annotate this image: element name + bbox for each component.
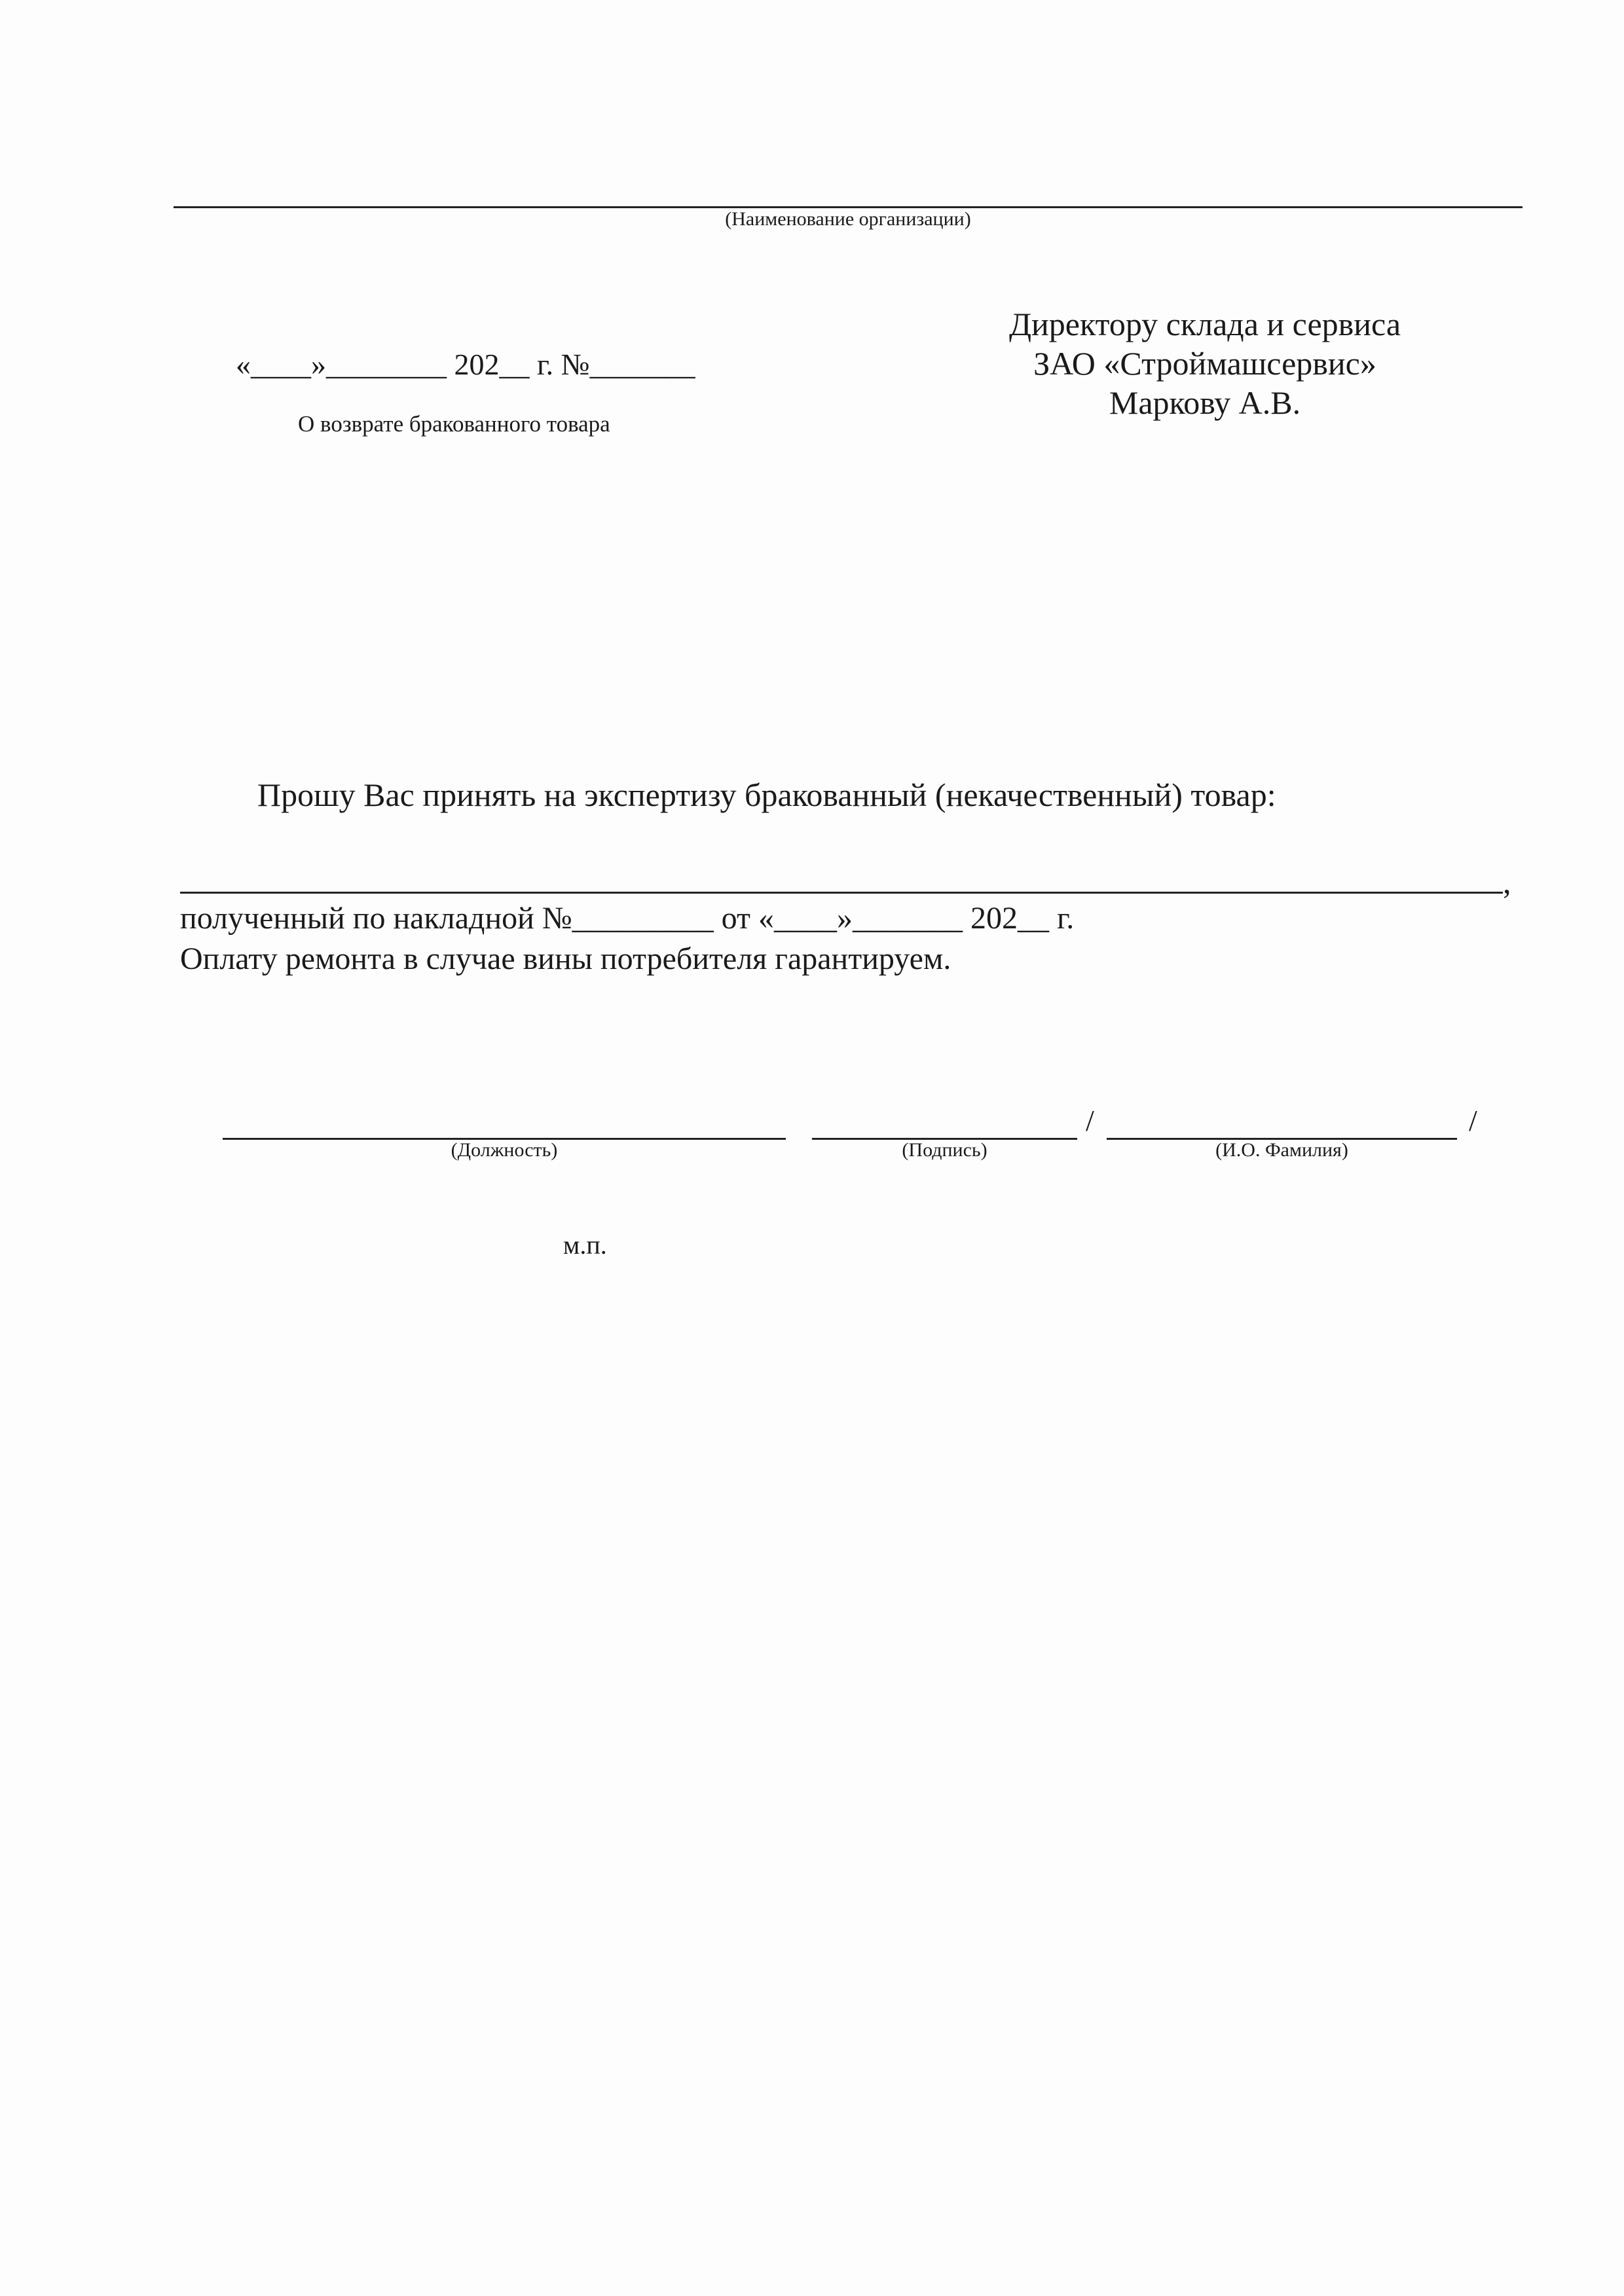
- stamp-placeholder: м.п.: [563, 1230, 607, 1260]
- addressee-name: Маркову А.В.: [1109, 384, 1301, 421]
- slash-separator: /: [1086, 1104, 1094, 1137]
- addressee-position: Директору склада и сервиса: [1008, 306, 1401, 342]
- position-caption: (Должность): [451, 1139, 558, 1161]
- addressee-company: ЗАО «Строймашсервис»: [1033, 345, 1376, 382]
- organization-caption: (Наименование организации): [725, 208, 971, 230]
- signature-caption: (Подпись): [902, 1139, 987, 1161]
- letter-subject: О возврате бракованного товара: [298, 411, 610, 437]
- slash-separator: /: [1469, 1104, 1477, 1137]
- goods-line-comma: ,: [1503, 864, 1511, 900]
- addressee-block: [956, 304, 1454, 422]
- payment-guarantee: Оплату ремонта в случае вины потребителя гарантируем.: [180, 941, 951, 976]
- date-number-line: «____»________ 202__ г. №_______: [236, 348, 695, 381]
- goods-description-line: [180, 892, 1503, 894]
- invoice-reference: полученный по накладной №_________ от «____»_______ 202__ г.: [180, 901, 1075, 936]
- request-text: Прошу Вас принять на экспертизу бракованный (некачественный) товар:: [257, 776, 1276, 813]
- full-name-caption: (И.О. Фамилия): [1215, 1139, 1348, 1161]
